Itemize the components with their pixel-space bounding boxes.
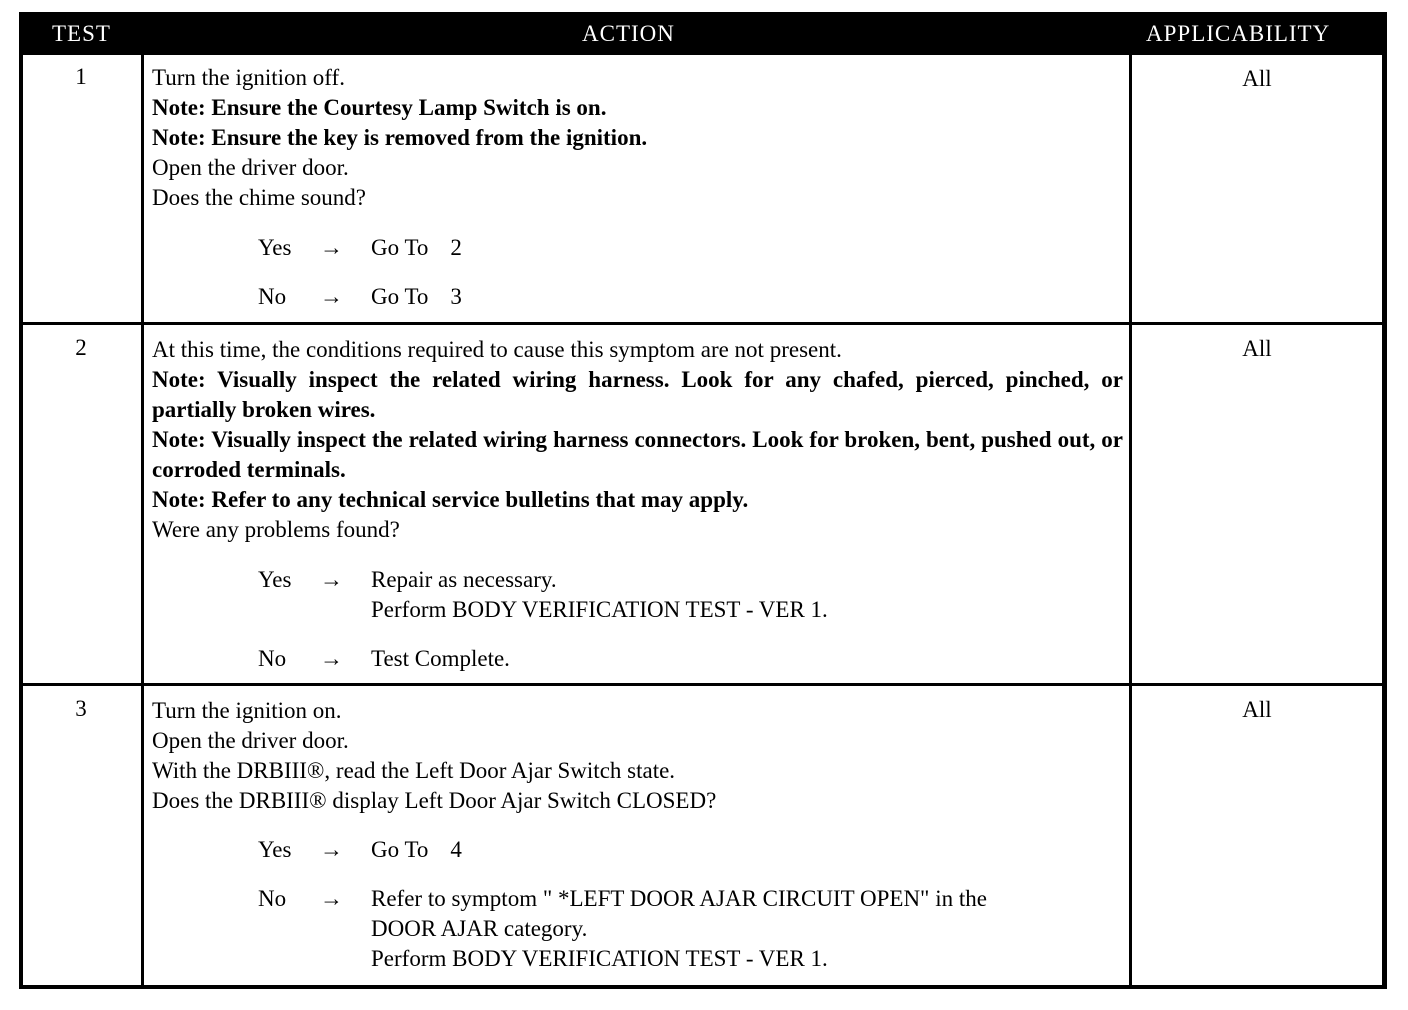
column-divider xyxy=(1129,55,1132,989)
action-text xyxy=(152,335,1123,545)
answer-label: No xyxy=(258,646,287,671)
result-line: DOOR AJAR category. xyxy=(371,916,588,941)
note-line: Note: Refer to any technical service bulletins that may apply. xyxy=(152,487,749,512)
result-text xyxy=(371,884,987,974)
action-line: Turn the ignition off. xyxy=(152,65,345,90)
result-line: Perform BODY VERIFICATION TEST - VER 1. xyxy=(371,946,828,971)
applicability-value: All xyxy=(1242,336,1272,361)
result-text: Test Complete. xyxy=(371,646,510,671)
action-text xyxy=(152,696,1123,816)
answer-label: Yes xyxy=(258,567,292,592)
applicability-value: All xyxy=(1242,697,1272,722)
action-line: With the DRBIII®, read the Left Door Ajar Switch state. xyxy=(152,758,676,783)
result-text xyxy=(371,565,828,625)
result-line: Refer to symptom " *LEFT DOOR AJAR CIRCUIT OPEN" in the xyxy=(371,886,987,911)
result-text xyxy=(371,233,462,263)
note-line: Note: Visually inspect the related wiring harness. Look for any chafed, pierced, pinched, or partially broken wires. xyxy=(152,367,1123,422)
right-arrow-icon: → xyxy=(320,886,343,911)
goto-label: Go To xyxy=(371,235,429,260)
row-divider xyxy=(19,322,1387,325)
header-action: ACTION xyxy=(582,21,675,46)
column-divider xyxy=(141,55,144,989)
goto-label: Go To xyxy=(371,837,429,862)
answer-label: Yes xyxy=(258,235,292,260)
test-number: 2 xyxy=(75,335,87,360)
result-text xyxy=(371,835,462,865)
result-line: Repair as necessary. xyxy=(371,567,557,592)
answer-label: No xyxy=(258,886,287,911)
goto-number: 2 xyxy=(450,235,462,260)
note-line: Note: Ensure the Courtesy Lamp Switch is on. xyxy=(152,95,607,120)
note-line: Note: Ensure the key is removed from the ignition. xyxy=(152,125,648,150)
result-text xyxy=(371,282,462,312)
action-line: Open the driver door. xyxy=(152,155,349,180)
right-arrow-icon: → xyxy=(320,284,343,309)
answer-label: Yes xyxy=(258,837,292,862)
header-test: TEST xyxy=(52,21,111,46)
diagnostic-table xyxy=(19,12,1387,989)
right-arrow-icon: → xyxy=(320,235,343,260)
right-arrow-icon: → xyxy=(320,567,343,592)
test-number: 1 xyxy=(75,64,87,89)
action-line: Open the driver door. xyxy=(152,728,349,753)
answer-label: No xyxy=(258,284,287,309)
result-line: Perform BODY VERIFICATION TEST - VER 1. xyxy=(371,597,828,622)
question-line: Does the chime sound? xyxy=(152,185,366,210)
goto-label: Go To xyxy=(371,284,429,309)
question-line: Does the DRBIII® display Left Door Ajar Switch CLOSED? xyxy=(152,788,717,813)
right-arrow-icon: → xyxy=(320,837,343,862)
goto-number: 3 xyxy=(450,284,462,309)
header-applicability: APPLICABILITY xyxy=(1146,21,1331,46)
note-line: Note: Visually inspect the related wiring harness connectors. Look for broken, bent, pushed out, or corroded terminals. xyxy=(152,427,1123,482)
action-line: At this time, the conditions required to cause this symptom are not present. xyxy=(152,337,842,362)
table-header xyxy=(19,12,1387,55)
goto-number: 4 xyxy=(450,837,462,862)
right-arrow-icon: → xyxy=(320,646,343,671)
row-divider xyxy=(19,683,1387,686)
question-line: Were any problems found? xyxy=(152,517,400,542)
action-text xyxy=(152,63,1123,213)
action-line: Turn the ignition on. xyxy=(152,698,342,723)
test-number: 3 xyxy=(75,696,87,721)
applicability-value: All xyxy=(1242,66,1272,91)
